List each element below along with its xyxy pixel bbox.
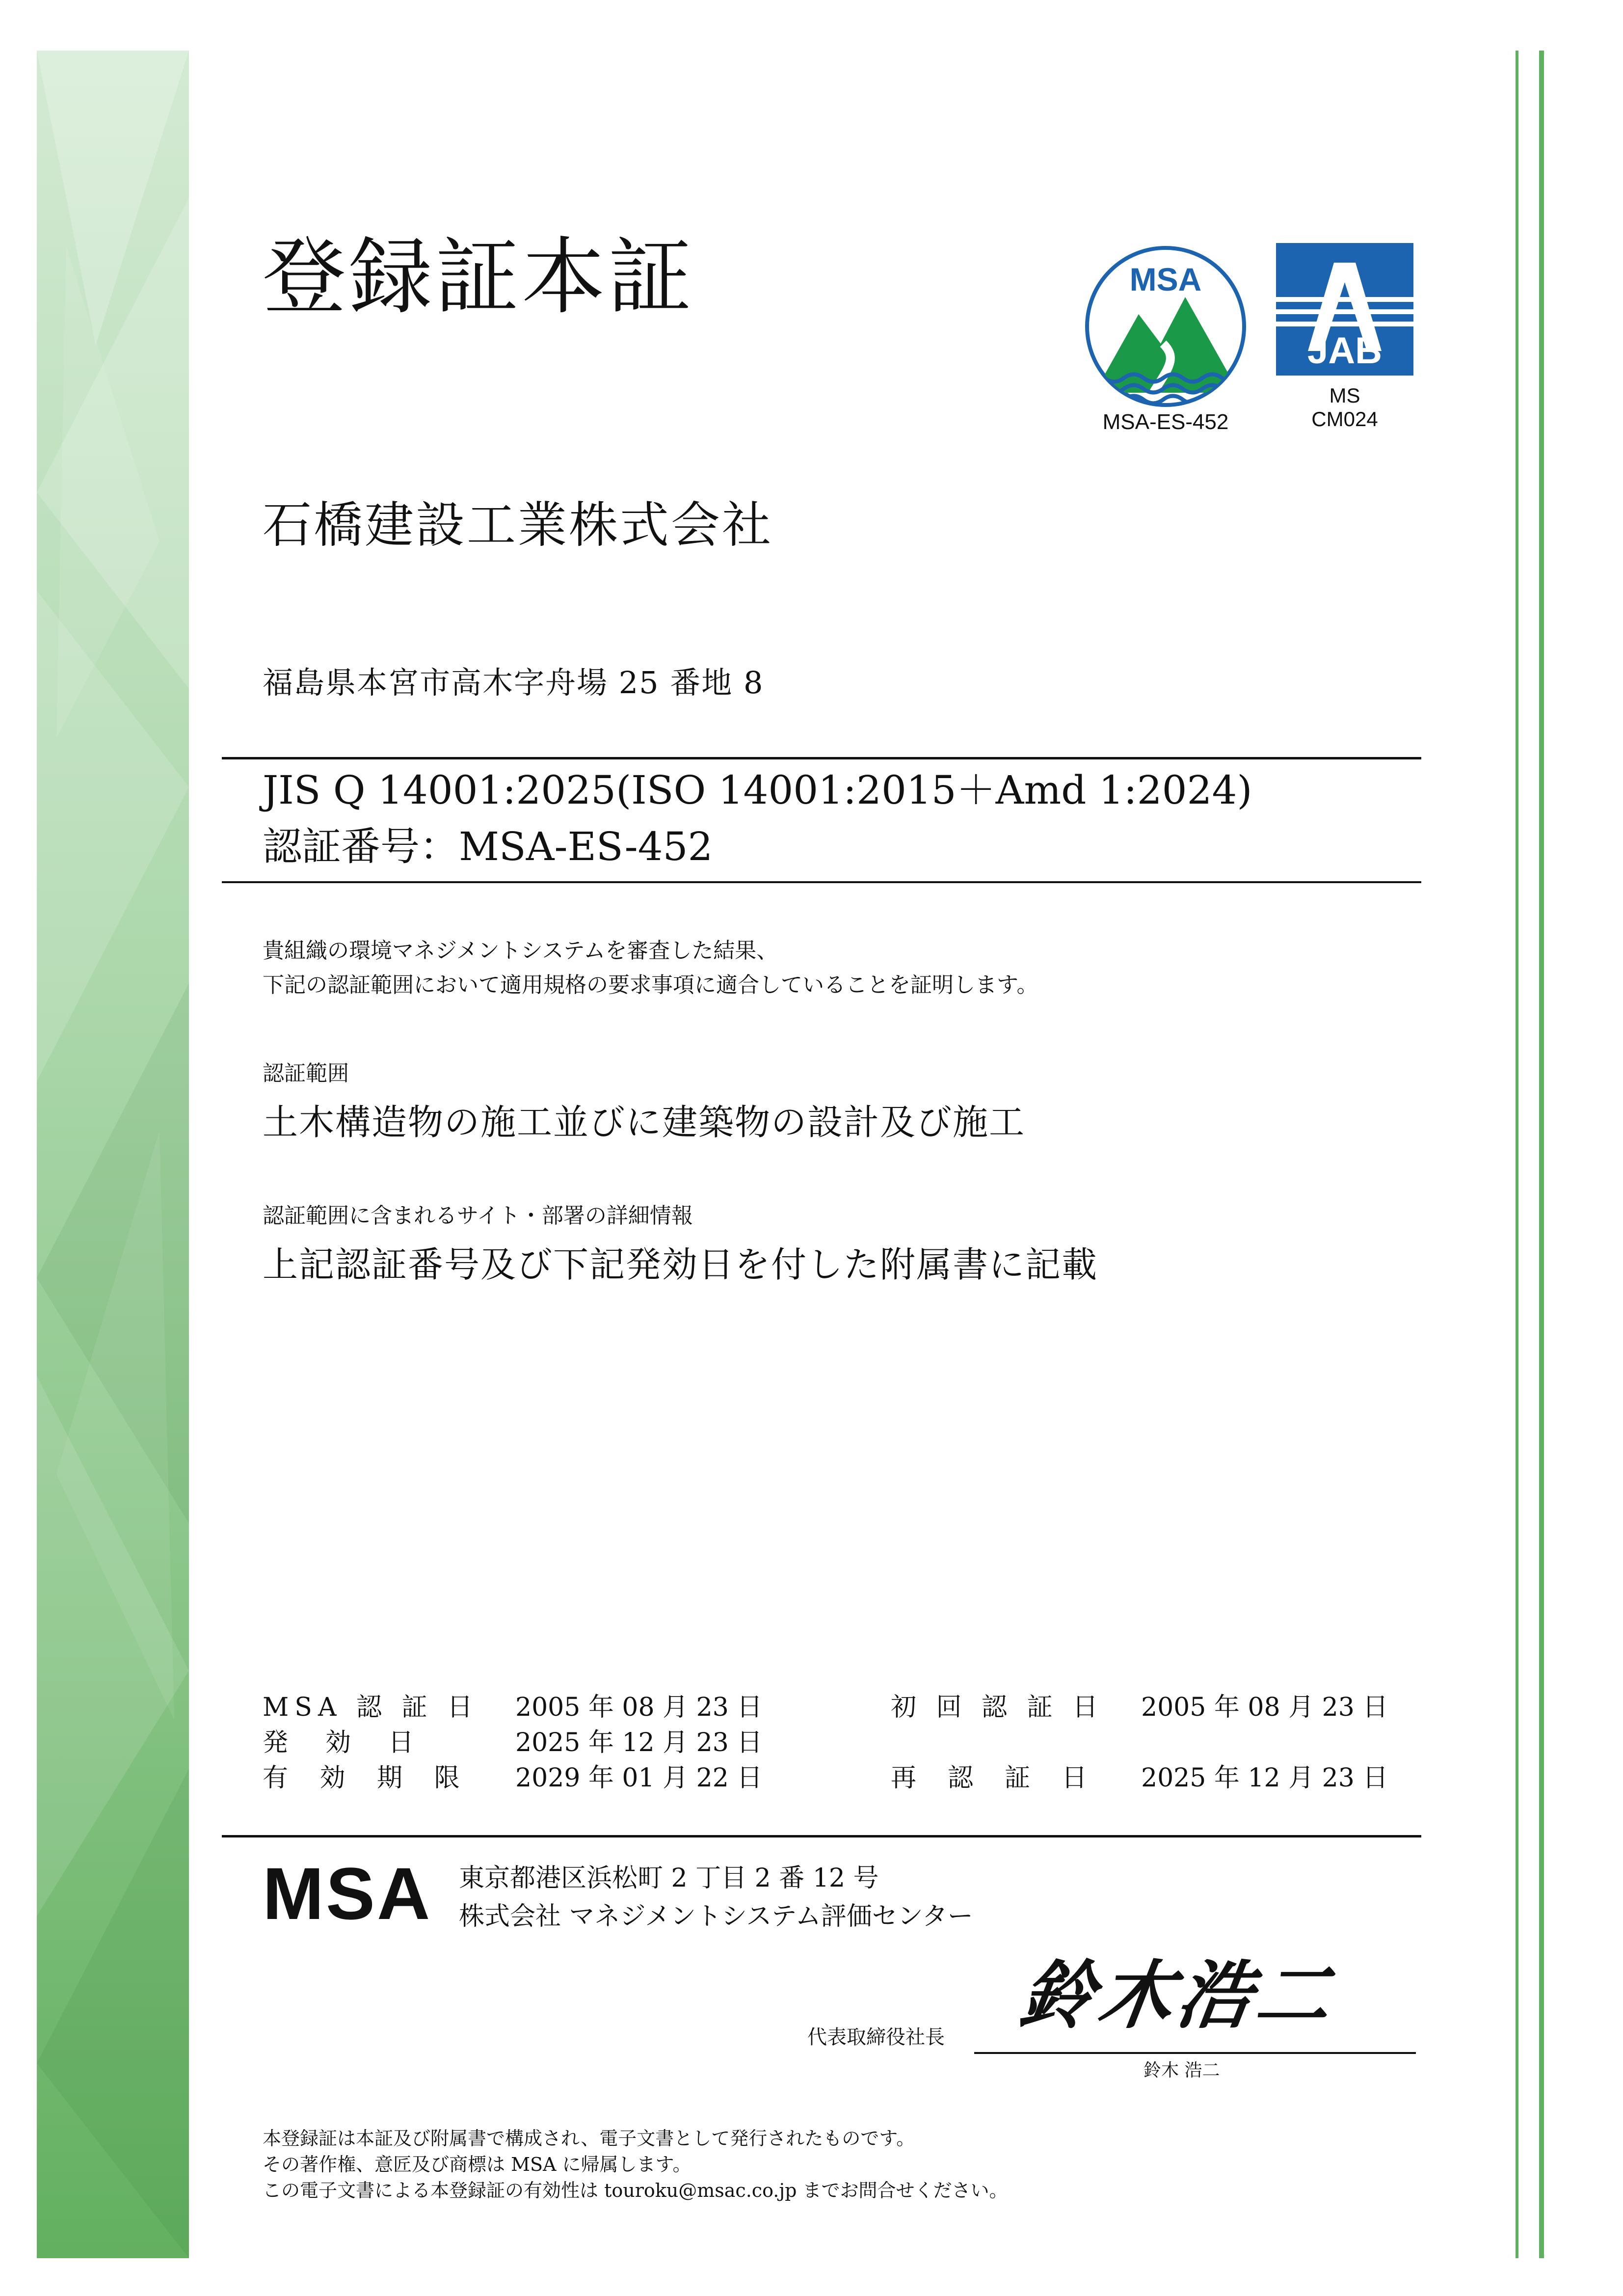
divider-top	[222, 757, 1421, 759]
decorative-side-band	[37, 51, 189, 2258]
standard-line: JIS Q 14001:2025(ISO 14001:2015＋Amd 1:2024)	[263, 767, 1252, 813]
statement-line1: 貴組織の環境マネジメントシステムを審査した結果、	[263, 938, 778, 963]
jab-logo-icon	[1276, 243, 1413, 376]
footer-line3: この電子文書による本登録証の有効性は touroku@msac.co.jp までお問合せください。	[263, 2180, 1008, 2201]
side-band-pattern	[37, 51, 189, 2258]
msa-mark-caption: MSA-ES-452	[1102, 410, 1229, 434]
footer-line1: 本登録証は本証及び附属書で構成され、電子文書として発行されたものです。	[263, 2128, 915, 2149]
page-title: 登録証本証	[263, 229, 695, 326]
msa-cert-date-label: MSA 認 証 日	[263, 1693, 479, 1722]
signature-line	[974, 2052, 1416, 2054]
expiry-date-label: 有 効 期 限	[263, 1763, 472, 1793]
statement-line2: 下記の認証範囲において適用規格の要求事項に適合していることを証明します。	[263, 972, 1038, 998]
msa-mark-text: MSA	[1129, 261, 1202, 297]
right-border-line-thick	[1539, 51, 1544, 2258]
issue-date-value: 2025 年 12 月 23 日	[515, 1728, 763, 1757]
recert-date-label: 再 認 証 日	[891, 1763, 1091, 1793]
certificate-number: 認証番号：MSA-ES-452	[263, 824, 713, 869]
jab-mark-text: JAB	[1307, 330, 1383, 372]
issuer-name: 株式会社 マネジメントシステム評価センター	[459, 1902, 973, 1931]
expiry-date-value: 2029 年 01 月 22 日	[515, 1763, 763, 1793]
msa-brand-logo: MSA	[263, 1852, 432, 1935]
msa-cert-date-value: 2005 年 08 月 23 日	[515, 1693, 763, 1722]
recert-date-value: 2025 年 12 月 23 日	[1141, 1763, 1388, 1793]
sites-label: 認証範囲に含まれるサイト・部署の詳細情報	[263, 1203, 693, 1228]
organization-address: 福島県本宮市高木字舟場 25 番地 8	[263, 665, 764, 701]
right-border-line	[1516, 51, 1518, 2258]
initial-cert-date-label: 初 回 認 証 日	[891, 1693, 1104, 1722]
issuer-address: 東京都港区浜松町 2 丁目 2 番 12 号	[459, 1864, 879, 1893]
signer-title: 代表取締役社長	[807, 2026, 945, 2049]
signature: 鈴木浩二	[1014, 1952, 1341, 2039]
issue-date-label: 発 効 日	[263, 1728, 420, 1757]
msa-mountain-icon	[1080, 245, 1251, 437]
msa-accreditation-mark	[1080, 245, 1251, 437]
signer-name: 鈴木 浩二	[1144, 2060, 1220, 2080]
initial-cert-date-value: 2005 年 08 月 23 日	[1141, 1693, 1388, 1722]
jab-caption-line1: MS	[1329, 384, 1360, 407]
scope-value: 土木構造物の施工並びに建築物の設計及び施工	[263, 1102, 1026, 1143]
jab-accreditation-mark	[1276, 243, 1413, 439]
divider-standard-bottom	[222, 881, 1421, 883]
organization-name: 石橋建設工業株式会社	[263, 496, 773, 554]
sites-value: 上記認証番号及び下記発効日を付した附属書に記載	[263, 1244, 1098, 1285]
divider-issuer	[222, 1835, 1421, 1837]
jab-caption-line2: CM024	[1311, 407, 1378, 431]
scope-label: 認証範囲	[263, 1061, 349, 1086]
footer-line2: その著作権、意匠及び商標は MSA に帰属します。	[263, 2154, 692, 2175]
